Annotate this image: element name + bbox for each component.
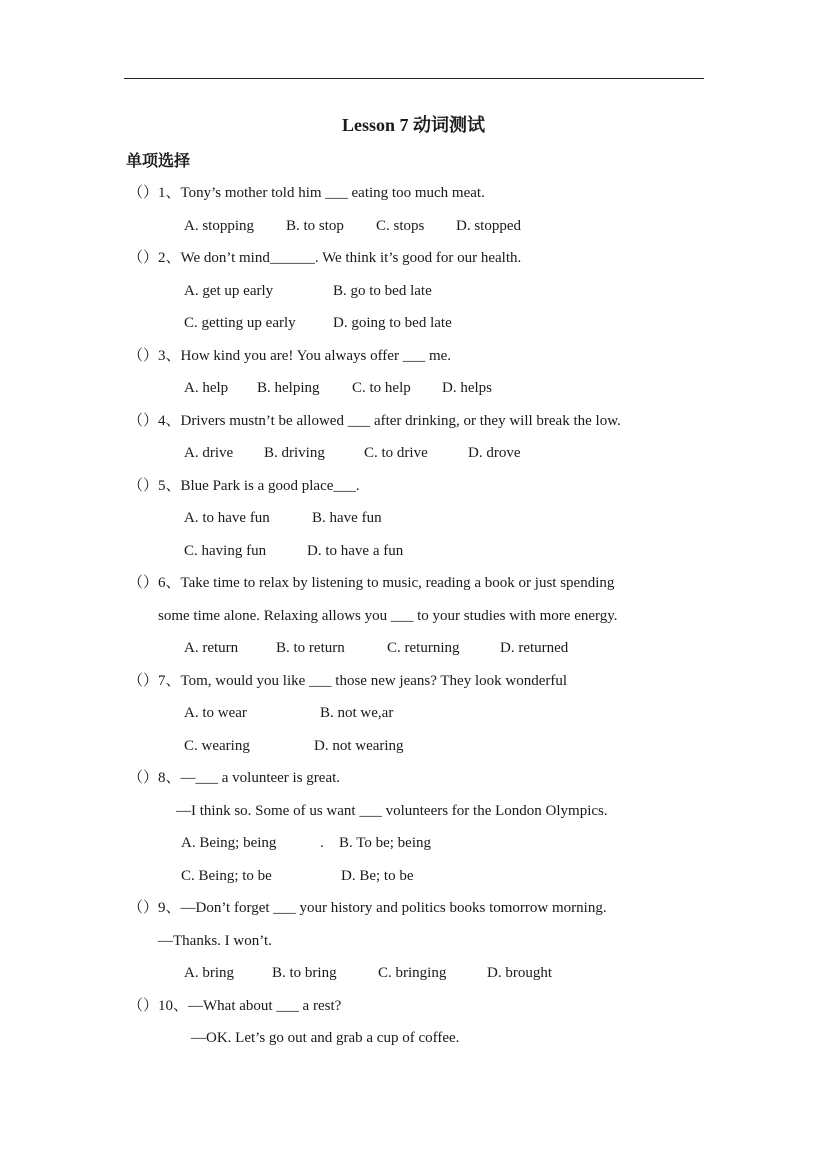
question-10-stem-cont: —OK. Let’s go out and grab a cup of coffee. — [191, 1030, 460, 1046]
question-4-stem: （）4、Drivers mustn’t be allowed ___ after drinking, or they will break the low. — [128, 413, 621, 429]
q4-option-c: C. to drive — [364, 445, 428, 461]
question-6-stem: （）6、Take time to relax by listening to music, reading a book or just spending — [128, 575, 615, 591]
q3-option-a: A. help — [184, 380, 229, 396]
q9-option-d: D. brought — [487, 965, 552, 981]
q3-option-d: D. helps — [442, 380, 492, 396]
q1-option-c: C. stops — [376, 218, 425, 234]
q5-option-a: A. to have fun — [184, 510, 270, 526]
page-title: Lesson 7 动词测试 — [341, 115, 485, 135]
q9-option-b: B. to bring — [272, 965, 337, 981]
q2-option-a: A. get up early — [184, 283, 274, 299]
q8-stray-dot: . — [320, 835, 324, 851]
question-10-stem: （）10、—What about ___ a rest? — [128, 998, 342, 1014]
q7-option-a: A. to wear — [184, 705, 247, 721]
question-9-stem: （）9、—Don’t forget ___ your history and politics books tomorrow morning. — [128, 900, 607, 916]
header-rule — [124, 78, 704, 79]
q3-option-c: C. to help — [352, 380, 411, 396]
q4-option-b: B. driving — [264, 445, 325, 461]
q4-option-a: A. drive — [184, 445, 234, 461]
q8-option-d: D. Be; to be — [341, 868, 414, 884]
question-1-stem: （）1、Tony’s mother told him ___ eating too much meat. — [128, 185, 485, 201]
q7-option-c: C. wearing — [184, 738, 250, 754]
question-6-stem-cont: some time alone. Relaxing allows you ___ to your studies with more energy. — [158, 608, 618, 624]
q4-option-d: D. drove — [468, 445, 521, 461]
q8-option-c: C. Being; to be — [181, 868, 272, 884]
q6-option-d: D. returned — [500, 640, 569, 656]
q6-option-b: B. to return — [276, 640, 345, 656]
q5-option-b: B. have fun — [312, 510, 382, 526]
section-heading: 单项选择 — [126, 153, 191, 170]
q9-option-a: A. bring — [184, 965, 234, 981]
question-8-stem: （）8、—___ a volunteer is great. — [128, 770, 341, 786]
q5-option-d: D. to have a fun — [307, 543, 404, 559]
question-5-stem: （）5、Blue Park is a good place___. — [128, 478, 360, 494]
q6-option-a: A. return — [184, 640, 239, 656]
question-2-stem: （）2、We don’t mind______. We think it’s good for our health. — [128, 250, 522, 266]
q2-option-b: B. go to bed late — [333, 283, 432, 299]
question-8-stem-cont: —I think so. Some of us want ___ volunteers for the London Olympics. — [176, 803, 608, 819]
q7-option-d: D. not wearing — [314, 738, 404, 754]
q6-option-c: C. returning — [387, 640, 460, 656]
q9-option-c: C. bringing — [378, 965, 447, 981]
q3-option-b: B. helping — [257, 380, 320, 396]
q1-option-a: A. stopping — [184, 218, 255, 234]
q2-option-c: C. getting up early — [184, 315, 296, 331]
q5-option-c: C. having fun — [184, 543, 267, 559]
q8-option-b: B. To be; being — [339, 835, 431, 851]
q2-option-d: D. going to bed late — [333, 315, 452, 331]
question-3-stem: （）3、How kind you are! You always offer ___ me. — [128, 348, 452, 364]
question-7-stem: （）7、Tom, would you like ___ those new jeans? They look wonderful — [128, 673, 568, 689]
q8-option-a: A. Being; being — [181, 835, 277, 851]
question-9-stem-cont: —Thanks. I won’t. — [158, 933, 272, 949]
q1-option-b: B. to stop — [286, 218, 344, 234]
q1-option-d: D. stopped — [456, 218, 521, 234]
q7-option-b: B. not we,ar — [320, 705, 394, 721]
